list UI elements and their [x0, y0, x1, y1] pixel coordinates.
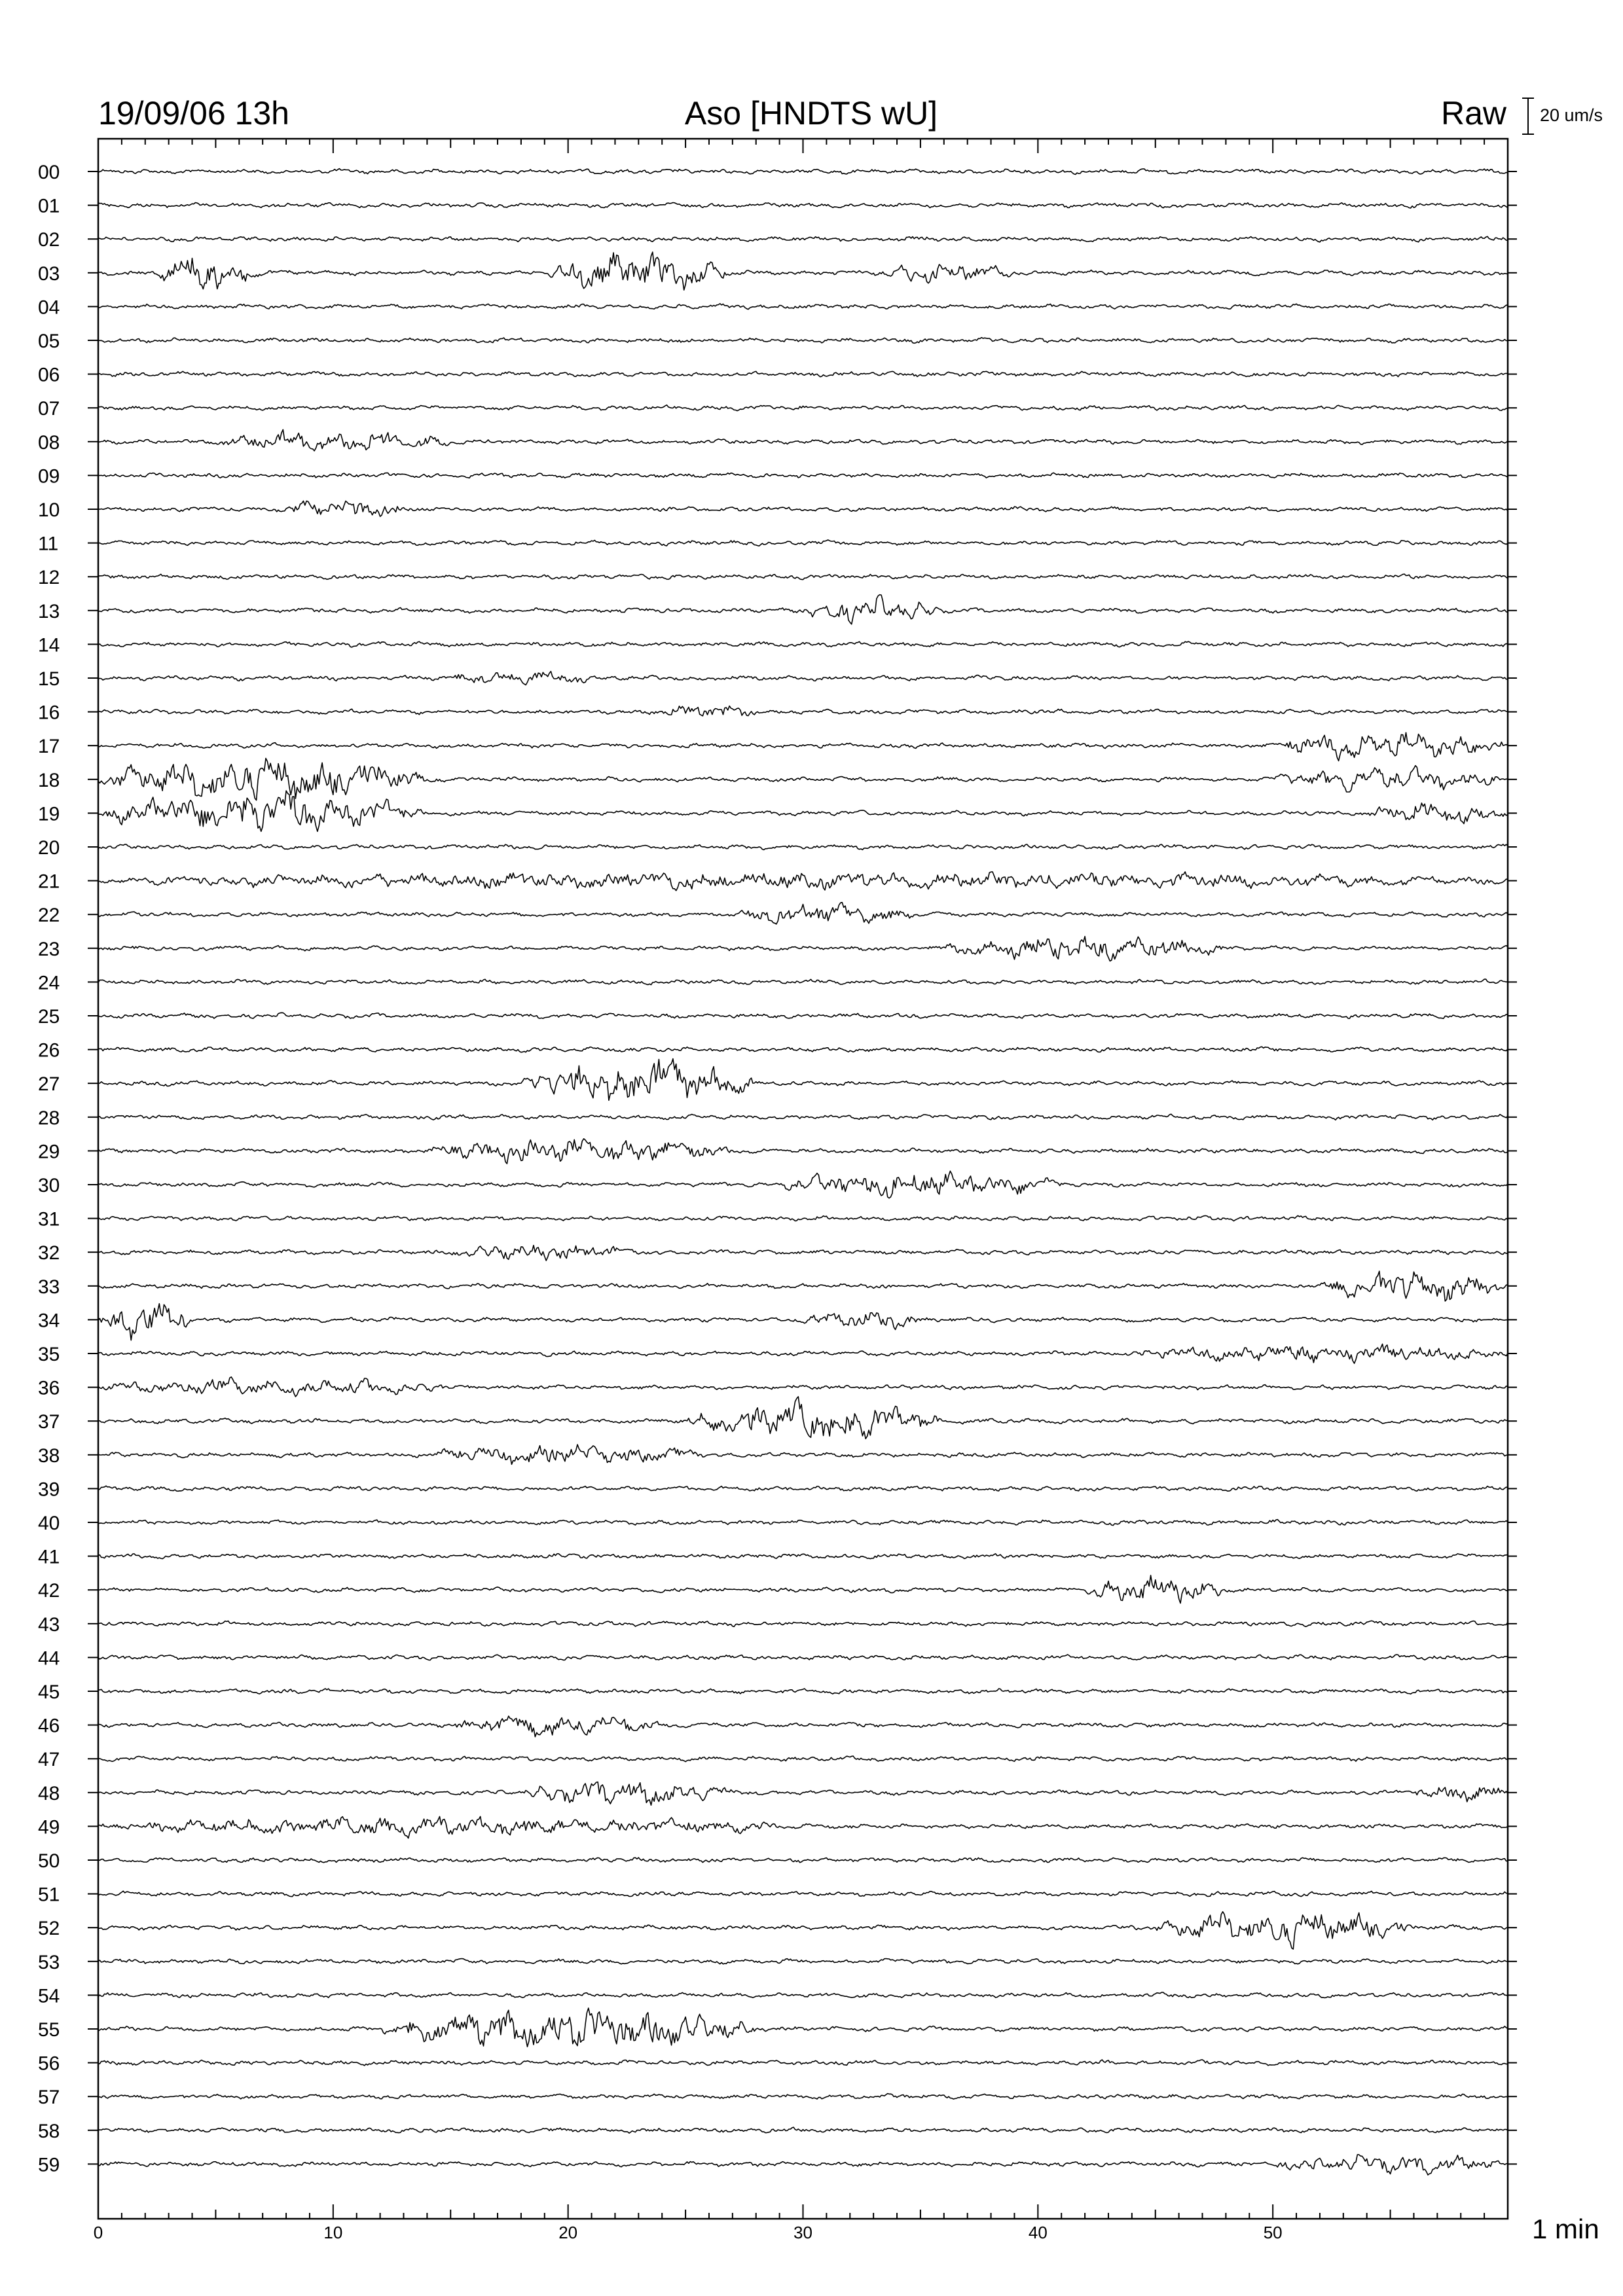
row-label: 01 — [38, 195, 60, 217]
trace-line — [98, 1059, 1508, 1101]
trace-line — [98, 1047, 1508, 1052]
trace-line — [98, 641, 1508, 647]
trace-line — [98, 429, 1508, 451]
trace-line — [98, 1655, 1508, 1660]
row-label: 08 — [38, 431, 60, 454]
trace-line — [98, 706, 1508, 716]
row-label: 42 — [38, 1580, 60, 1602]
row-label: 00 — [38, 162, 60, 183]
trace-line — [98, 1575, 1508, 1604]
row-label: 15 — [38, 668, 60, 690]
trace-line — [98, 791, 1508, 831]
row-label: 18 — [38, 769, 60, 791]
scale-bar-label: 20 um/s — [1540, 105, 1603, 125]
mode-label: Raw — [1440, 95, 1506, 132]
row-label: 41 — [38, 1546, 60, 1568]
row-label: 25 — [38, 1006, 60, 1028]
trace-line — [98, 1621, 1508, 1626]
trace-line — [98, 732, 1508, 761]
x-unit-label: 1 min — [1532, 2214, 1599, 2244]
trace-line — [98, 1912, 1508, 1949]
trace-line — [98, 1716, 1508, 1737]
trace-line — [98, 236, 1508, 242]
row-label: 04 — [38, 296, 60, 319]
trace-line — [98, 1992, 1508, 1998]
trace-line — [98, 1959, 1508, 1964]
trace-line — [98, 2155, 1508, 2175]
row-label: 35 — [38, 1344, 60, 1365]
row-label: 40 — [38, 1513, 60, 1534]
trace-line — [98, 759, 1508, 800]
row-label: 02 — [38, 229, 60, 251]
row-label: 19 — [38, 803, 60, 825]
trace-line — [98, 872, 1508, 891]
trace-line — [98, 1520, 1508, 1526]
row-label: 43 — [38, 1613, 60, 1636]
trace-line — [98, 501, 1508, 516]
row-label: 31 — [38, 1208, 60, 1230]
plot-frame — [98, 139, 1508, 2219]
row-label: 37 — [38, 1411, 60, 1433]
row-label: 03 — [38, 262, 60, 285]
x-tick-label: 30 — [793, 2223, 812, 2242]
trace-line — [98, 1816, 1508, 1838]
trace-line — [98, 1246, 1508, 1261]
station-title: Aso [HNDTS wU] — [684, 95, 938, 132]
row-label: 54 — [38, 1985, 60, 2007]
row-label: 34 — [38, 1310, 60, 1332]
row-label: 53 — [38, 1951, 60, 1973]
trace-line — [98, 1554, 1508, 1559]
trace-line — [98, 2094, 1508, 2099]
trace-line — [98, 371, 1508, 376]
row-label: 52 — [38, 1918, 60, 1940]
x-tick-label: 10 — [323, 2223, 343, 2242]
trace-line — [98, 1782, 1508, 1806]
row-label: 21 — [38, 870, 60, 893]
plot-border — [98, 139, 1508, 2219]
row-label: 12 — [38, 567, 60, 589]
row-label: 26 — [38, 1039, 60, 1062]
row-label: 16 — [38, 702, 60, 724]
trace-line — [98, 1689, 1508, 1694]
row-label: 59 — [38, 2154, 60, 2176]
trace-line — [98, 844, 1508, 850]
row-label: 56 — [38, 2053, 60, 2075]
trace-line — [98, 979, 1508, 985]
trace-line — [98, 2127, 1508, 2133]
x-tick-label: 40 — [1028, 2223, 1048, 2242]
row-label: 51 — [38, 1884, 60, 1906]
trace-line — [98, 1857, 1508, 1863]
trace-line — [98, 595, 1508, 624]
trace-line — [98, 2060, 1508, 2066]
trace-line — [98, 252, 1508, 290]
row-label: 28 — [38, 1107, 60, 1129]
x-tick-labels — [94, 2223, 1283, 2242]
row-label: 06 — [38, 364, 60, 386]
trace-line — [98, 1215, 1508, 1221]
row-label: 13 — [38, 600, 60, 622]
trace-line — [98, 1139, 1508, 1164]
row-label: 30 — [38, 1175, 60, 1196]
row-label: 14 — [38, 634, 60, 656]
trace-rows — [38, 162, 1517, 2176]
trace-line — [98, 1013, 1508, 1018]
trace-line — [98, 1171, 1508, 1198]
trace-line — [98, 405, 1508, 411]
row-label: 11 — [38, 533, 59, 555]
row-label: 44 — [38, 1647, 60, 1670]
row-label: 55 — [38, 2019, 60, 2041]
trace-line — [98, 937, 1508, 961]
row-label: 22 — [38, 905, 60, 927]
trace-line — [98, 1891, 1508, 1896]
trace-line — [98, 1377, 1508, 1397]
row-label: 57 — [38, 2087, 60, 2109]
row-label: 10 — [38, 499, 60, 521]
trace-line — [98, 1444, 1508, 1464]
row-label: 24 — [38, 972, 60, 994]
row-label: 07 — [38, 398, 60, 420]
trace-line — [98, 1756, 1508, 1762]
trace-line — [98, 574, 1508, 580]
trace-line — [98, 1271, 1508, 1301]
row-label: 46 — [38, 1715, 60, 1737]
trace-line — [98, 1486, 1508, 1491]
trace-line — [98, 1304, 1508, 1340]
row-label: 58 — [38, 2120, 60, 2142]
trace-line — [98, 473, 1508, 478]
trace-line — [98, 304, 1508, 310]
row-label: 39 — [38, 1479, 60, 1501]
date-hour-label: 19/09/06 13h — [98, 95, 289, 132]
x-tick-label: 50 — [1263, 2223, 1283, 2242]
row-label: 23 — [38, 938, 60, 960]
row-label: 33 — [38, 1276, 60, 1298]
row-label: 48 — [38, 1782, 60, 1804]
trace-line — [98, 1397, 1508, 1439]
row-label: 49 — [38, 1816, 60, 1839]
row-label: 20 — [38, 837, 60, 859]
time-ticks — [98, 139, 1508, 2219]
trace-line — [98, 1114, 1508, 1120]
trace-line — [98, 169, 1508, 175]
row-label: 29 — [38, 1141, 60, 1163]
trace-line — [98, 338, 1508, 344]
x-tick-label: 20 — [558, 2223, 578, 2242]
row-label: 05 — [38, 331, 60, 352]
row-label: 32 — [38, 1242, 60, 1265]
trace-line — [98, 672, 1508, 685]
row-label: 09 — [38, 465, 60, 488]
row-label: 38 — [38, 1444, 60, 1467]
trace-line — [98, 903, 1508, 924]
trace-line — [98, 203, 1508, 208]
row-label: 45 — [38, 1681, 60, 1703]
row-label: 27 — [38, 1073, 60, 1096]
x-tick-label: 0 — [93, 2223, 103, 2242]
row-label: 50 — [38, 1850, 60, 1872]
row-label: 17 — [38, 736, 60, 758]
row-label: 36 — [38, 1377, 60, 1399]
trace-line — [98, 1344, 1508, 1364]
amplitude-scale-bar — [1522, 98, 1534, 134]
trace-line — [98, 2008, 1508, 2047]
trace-line — [98, 540, 1508, 546]
row-label: 47 — [38, 1749, 60, 1771]
